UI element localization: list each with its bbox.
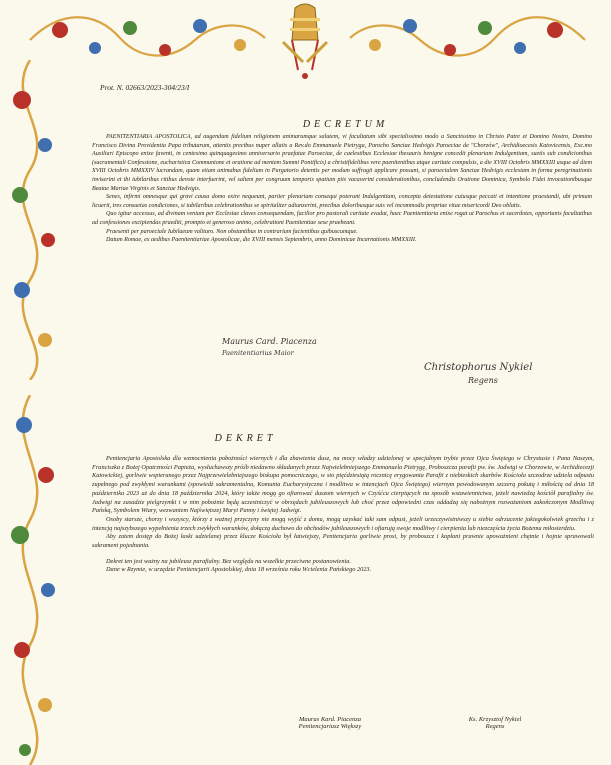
polish-paragraph: Dekret ten jest ważny na jubileusz parafialny. Bez względu na wszelkie przeciwne postanowienia.: [106, 557, 351, 565]
polish-signature-left-name: Maurus Kard. Piacenza: [298, 716, 362, 723]
latin-title: DECRETUM: [302, 119, 389, 130]
papal-tiara-emblem: [283, 4, 327, 79]
polish-paragraph: Penitencjaria Apostolska dla wzmocnienia pobożności wiernych i dla zbawienia dusz, na mocy władzy udzielonej w specjalnym trybie przez Ojca Świętego w Chrystusie i Pana Naszym, Franciszka z Bożej Opatrzności Papieża, wysłuchawszy próśb niedawno składanych przez Najwielebniejszego Emmanuela Pietrygę, Proboszcza parafii pw. św. Jadwigi w Chorzowie, w Archidiecezji Katowickiej, gorliwie wspieranego przez Najprzewielebniejszego biskupa pomocniczego, w sto pięćdziesiątą rocznicę erygowania Parafii z niebieskich skarbów Kościoła szczodrze udziela odpustu zupełnego pod zwykłymi warunkami (spowiedź sakramentalna, Komunia Eucharystyczna i modlitwa w intencjach Ojca Świętego) wiernym pewodowanym szczerą pokutą i miłością od dnia 18 października 2023 aż do dnia 18 października 2024, który także mogą go ofiarować duszom wiernych w Czyśćcu cierpiących na sposób wstawiennictwa, jeżeli nawiedzą kościół parafialny św. Jadwigi na zasadzie pielgrzymki i w nim pobożnie będą uczestniczyć w obrzędach jubileuszowych lub choć przez odpowiedni czas oddadzą się nabożnym rozważaniom zakończonym Modlitwą Pańską, Symbolem Wiary, wezwaniem Najświętszej Maryi Panny i świętej Jadwigi.: [92, 455, 594, 515]
polish-signature-right-name: Ks. Krzysztof Nykiel: [468, 716, 522, 723]
polish-signature-left: [270, 716, 390, 730]
latin-paragraph: Senes, infirmi omnesque qui gravi causa domo exire nequeunt, pariter plenariam consequi poterunt Indulgentiam, concepta detestatione cuiusque peccati et intentione praestandi, ubi primum licuerit, tres consuetas condiciones, si iubilaribus celebrationibus se spiritaliter adiunxerint, precibus doloribusque suis vel incommodis propriae vitae misericordi Deo oblatis.: [92, 194, 592, 209]
polish-paragraph: Dane w Rzymie, w urzędzie Penitencjarii Apostolskiej, dnia 18 września roku Wcielenia Pańskiego 2023.: [106, 566, 372, 574]
latin-signature-right-name: Christophorus Nykiel: [424, 362, 533, 373]
top-ornament-border: [0, 0, 611, 80]
polish-signature-left-title: Penitencjariusz Większy: [298, 723, 362, 730]
latin-signature-right-title: Regens: [468, 376, 498, 385]
latin-signature-left-name: Maurus Card. Piacenza: [222, 337, 317, 346]
latin-body: [92, 133, 592, 245]
latin-paragraph: Quo igitur accessus, ad divinam veniam per Ecclesiae claves consequendam, facilior pro pastorali caritate evadat, haec Paenitentiaria enixe rogat ut Parochus et sacerdotes, opportunis facultatibus ad confessiones excipiendas praediti, prompto et generoso animo, celebrationi Paenitentiae sese praebeant.: [92, 211, 592, 226]
polish-signature-right: [440, 716, 550, 730]
left-ornament-border-lower: [0, 395, 90, 765]
polish-title: DEKRET: [214, 433, 277, 444]
latin-paragraph: Praesenti per paroeciale Iubilaeum valituro. Non obstantibus in contrarium facientibus quibuscumque.: [106, 228, 358, 235]
polish-signature-right-title: Regens: [485, 723, 505, 730]
latin-paragraph: PAENITENTIARIA APOSTOLICA, ad augendum fidelium religionem animarumque salutem, vi facultatum sibi specialissimo modo a Sanctissimo in Christo Patre et Domino Nostro, Domino Francisco Divina Providentia Papa tributarum, attentis precibus nuper allatis a Rev.do Emmanuele Pietryga, Parocho Sanctae Hedvigis Paroeciae de "Chorzów", Archidioecesis Katovicensis, Exc.mo Auxiliari Episcopo enixe faventi, in centesimo quinquagesimo anniversario praefatae Paroeciae, de caelestibus Ecclesiae thesauris benigne concedit plenariam Indulgentiam, suetis sub condicionibus (sacramentali Confessione, eucharistica Communione et oratione ad mentem Summi Pontificis) a christifidelibus vere paenitentibus atque caritate compulsis, a die XVIII Octobris MMXXIII usque ad diem XVIII Octobris MMXXIV lucrandam, quam etiam animabus fidelium in Purgatorio detentis per modum suffragii applicare possunt, si paroecialem Sanctae Hedvigis ecclesiam in forma peregrinationis inviserint et ibi iubilaribus ritibus devote interfuerint, vel saltem per congruum temporis spatium piis vacaverint considerationibus, concludendis Oratione Dominica, Symbolo Fidei invocationibusque Beatae Mariae Virginis et Sanctae Hedvigis.: [92, 134, 592, 192]
left-ornament-border-upper: [0, 60, 90, 380]
polish-body: [92, 455, 594, 575]
latin-paragraph: Datum Romae, ex aedibus Paenitentiariae Apostolicae, die XVIII mensis Septembris, anno Dominicae Incarnationis MMXXIII.: [106, 237, 417, 244]
polish-paragraph: Osoby starsze, chorzy i wszyscy, którzy z ważnej przyczyny nie mogą wyjść z domu, mogą uzyskać taki sam odpust, jeżeli urzeczywistniwszy u siebie odrzucenie jakiegokolwiek grzechu i z intencją najszybszego wypełnienia trzech zwykłych warunków, dołączą duchowo do obchodów jubileuszowych i ofiarują swoje modlitwy i cierpienia lub niezczęścia życia Bożemu miłosierdziu.: [92, 515, 594, 532]
polish-paragraph: Aby zatem dostęp do Bożej łaski udzielanej przez klucze Kościoła był łatwiejszy, Penitencjaria gorliwie prosi, by proboszcz i kapłani prawnie upoważnieni chętnie i hojnie sprawowali sakrament pojednania.: [92, 533, 594, 550]
latin-signature-left-title: Paenitentiarius Maior: [222, 349, 294, 357]
protocol-number: Prot. N. 02663/2023-304/23/I: [100, 83, 190, 92]
